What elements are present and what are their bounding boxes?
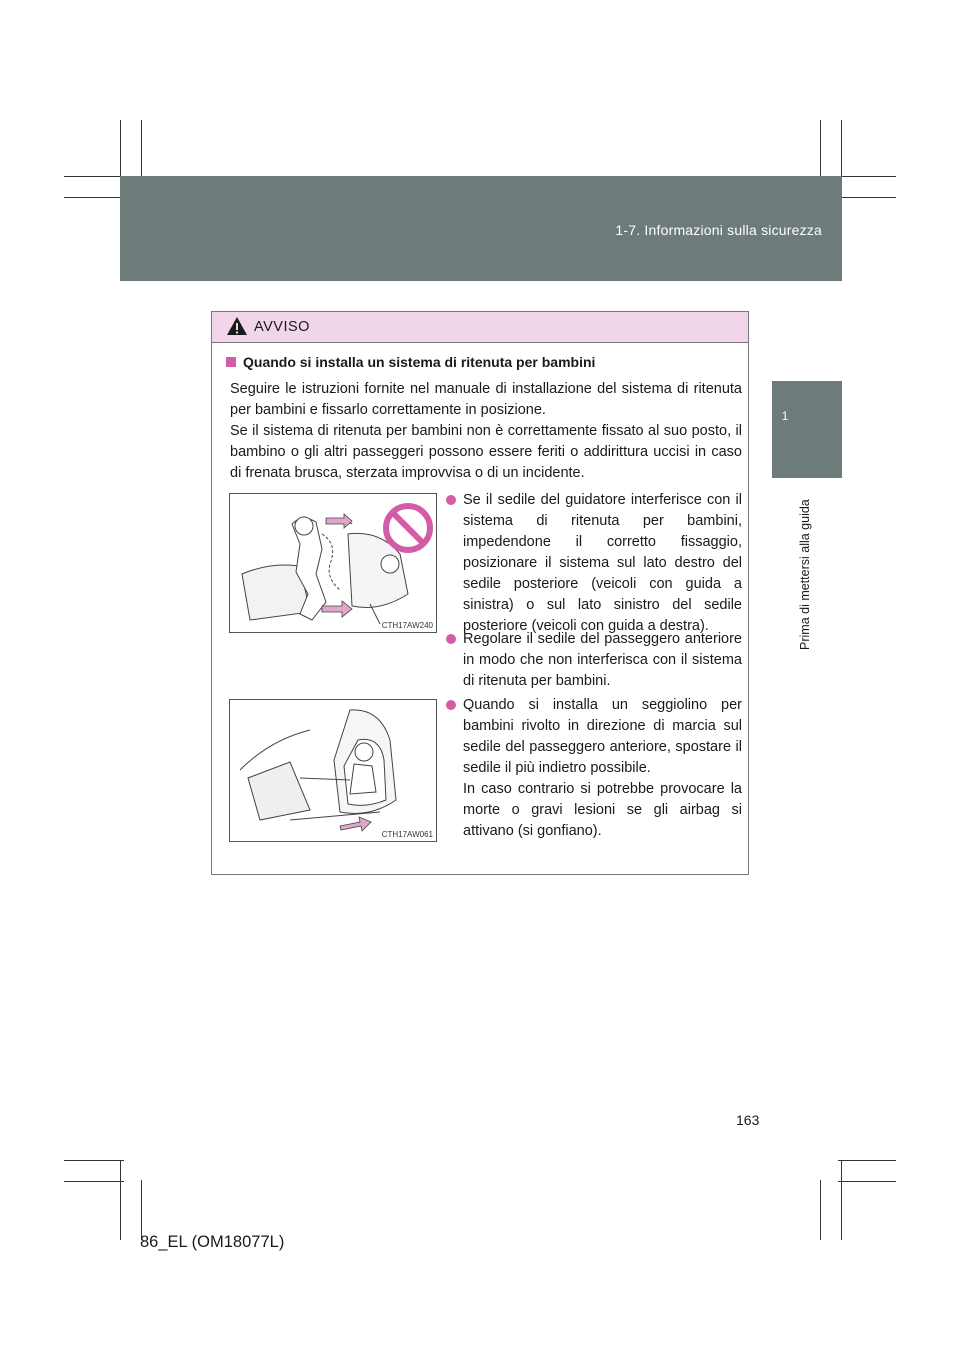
header-band xyxy=(120,176,842,281)
warning-paragraph: Se il sistema di ritenuta per bambini non è correttamente fissato al suo posto, il bambino o gli altri passeggeri possono essere feriti o addirittura uccisi in caso di frenata brusca, sterzata improvvisa o di un incidente. xyxy=(230,423,742,481)
crop-mark xyxy=(64,176,124,177)
bullet-item xyxy=(446,629,742,692)
footer-code: 86_EL (OM18077L) xyxy=(140,1233,285,1251)
crop-mark xyxy=(120,1160,121,1240)
illustration-seat-interference xyxy=(229,493,437,633)
chapter-tab xyxy=(772,381,842,478)
seat-interference-drawing xyxy=(230,494,436,632)
crop-mark xyxy=(64,1160,124,1161)
chapter-number: 1 xyxy=(781,409,789,423)
bullet-item xyxy=(446,490,742,637)
crop-mark xyxy=(838,197,896,198)
bullet-text: Se il sedile del guidatore interferisce con il sistema di ritenuta per bambini, impedendone il corretto fissaggio, posizionare il sistema sul lato destro del sedile posteriore (veicoli con guida a sinistra) o sul lato sinistro del sedile posteriore (veicoli con guida a destra). xyxy=(463,492,742,634)
bullet-text: Regolare il sedile del passeggero anteriore in modo che non interferisca con il sistema di ritenuta per bambini. xyxy=(463,631,742,689)
illustration-front-seat-child-seat xyxy=(229,699,437,842)
crop-mark xyxy=(838,176,896,177)
chapter-title: Prima di mettersi alla guida xyxy=(798,499,812,650)
square-bullet-icon xyxy=(226,357,236,367)
crop-mark xyxy=(841,1160,842,1240)
warning-title-text: Quando si installa un sistema di ritenuta per bambini xyxy=(243,354,596,370)
warning-label: AVVISO xyxy=(254,319,310,335)
figure-code: CTH17AW061 xyxy=(381,830,433,839)
warning-box xyxy=(211,311,749,875)
bullet-dot-icon xyxy=(446,700,456,710)
chapter-label xyxy=(796,490,816,650)
bullet-dot-icon xyxy=(446,634,456,644)
section-title: 1-7. Informazioni sulla sicurezza xyxy=(615,222,822,238)
warning-triangle-icon xyxy=(226,316,248,336)
crop-mark xyxy=(64,197,124,198)
bullet-dot-icon xyxy=(446,495,456,505)
bullet-text: Quando si installa un seggiolino per bambini rivolto in direzione di marcia sul sedile del passeggero anteriore, spostare il sedile il più indietro possibile. In caso contrario si potrebbe provocare la morte o gravi lesioni se gli airbag si attivano (si gonfiano). xyxy=(463,697,742,839)
crop-mark xyxy=(141,1180,142,1240)
page-number: 163 xyxy=(736,1112,760,1128)
front-seat-child-seat-drawing xyxy=(230,700,436,841)
warning-paragraph: Seguire le istruzioni fornite nel manuale di installazione del sistema di ritenuta per bambini e fissarlo correttamente in posizione. xyxy=(230,381,742,418)
crop-mark xyxy=(64,1181,124,1182)
crop-mark xyxy=(820,1180,821,1240)
figure-code: CTH17AW240 xyxy=(381,621,433,630)
crop-mark xyxy=(838,1160,896,1161)
crop-mark xyxy=(838,1181,896,1182)
warning-title xyxy=(226,354,595,370)
bullet-item xyxy=(446,695,742,842)
warning-header xyxy=(212,312,748,343)
